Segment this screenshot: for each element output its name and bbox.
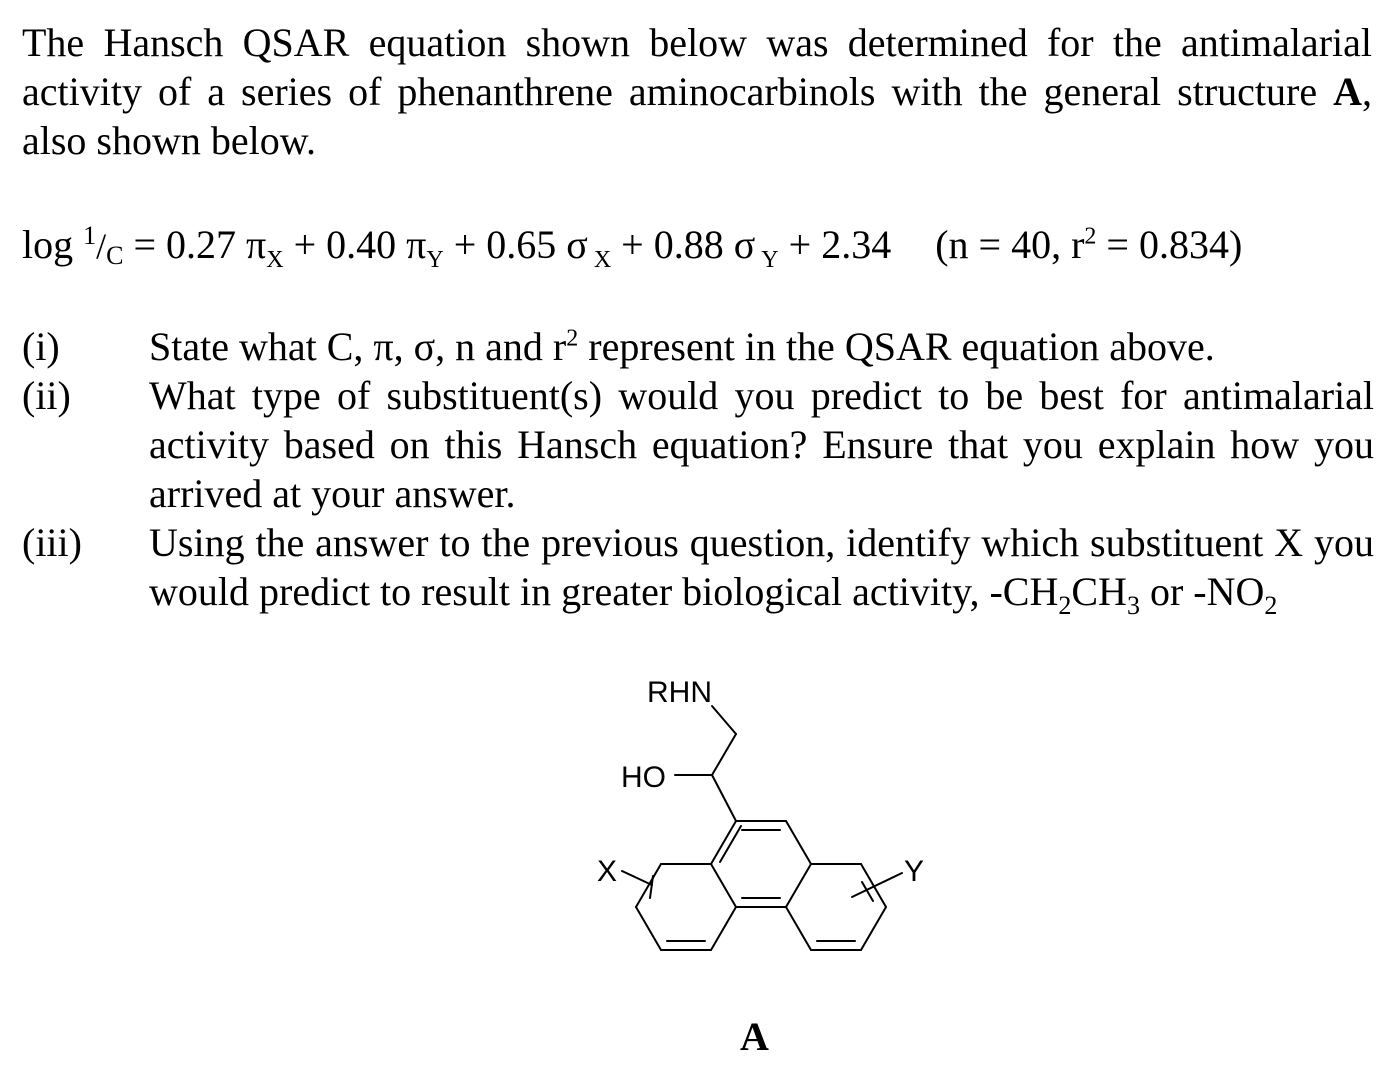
structure-bonds <box>622 706 902 950</box>
eq-sub-x2: X <box>587 247 612 273</box>
bond-x <box>622 871 652 885</box>
eq-term-2: + 0.40 <box>283 222 407 267</box>
eq-stats-1: (n = 40, r <box>935 222 1085 267</box>
intro-text-1: The Hansch QSAR equation shown below was determined for the antimalarial activity of a series of phenanthrene aminocarbinols with the general structure <box>22 20 1372 114</box>
qsar-equation <box>22 220 1382 275</box>
eq-stats-sup: 2 <box>1084 223 1097 250</box>
eq-sigma-x: σ <box>566 222 588 267</box>
eq-pi-y: π <box>406 222 427 267</box>
bond-n-ch2 <box>712 706 736 734</box>
eq-slash: / <box>96 226 107 266</box>
eq-pi-x: π <box>246 222 267 267</box>
intro-text-2: , also shown below. <box>22 69 1372 163</box>
bond-c-ring <box>712 775 736 821</box>
question-text-a: State what C, π, σ, n and r <box>149 324 567 369</box>
question-sup: 2 <box>566 325 579 352</box>
bond-mid-5 <box>711 864 736 907</box>
question-text-a: Using the answer to the previous question, identify which substituent X you would predict to result in greater biological activity, -CH <box>149 520 1374 614</box>
eq-sigma-y: σ <box>733 222 756 267</box>
question-item <box>22 518 1374 620</box>
compound-label: A <box>740 1014 769 1059</box>
question-number: (i) <box>22 324 60 369</box>
bond-right-5 <box>786 907 811 950</box>
eq-term-3: + 0.65 <box>443 222 567 267</box>
intro-compound-ref: A <box>1333 69 1362 114</box>
eq-term-4: + 0.88 <box>611 222 734 267</box>
questions-list <box>22 322 1374 620</box>
label-x: X <box>597 855 618 888</box>
question-number: (iii) <box>22 520 82 565</box>
question-text-b: CH <box>1071 569 1127 614</box>
bond-left-2 <box>636 864 661 907</box>
eq-term-1: = 0.27 <box>123 222 247 267</box>
bond-left-3 <box>636 907 661 950</box>
question-sub-2: 3 <box>1126 591 1140 620</box>
question-text <box>149 322 1374 371</box>
eq-sub-y: Y <box>426 247 444 273</box>
label-ho: HO <box>621 761 666 794</box>
question-sub-3: 2 <box>1264 591 1278 620</box>
question-item <box>22 322 1374 371</box>
label-rhn: RHN <box>647 676 712 709</box>
question-text: What type of substituent(s) would you predict to be best for antimalarial activity based on this Hansch equation? Ensure that you explain how you arrived at your answer. <box>149 373 1374 516</box>
bond-ch2-ch <box>712 734 736 775</box>
eq-denominator: C <box>106 241 124 270</box>
phenanthrene-structure <box>560 670 960 970</box>
eq-stats-2: = 0.834) <box>1096 222 1243 267</box>
bond-mid-2 <box>786 821 811 864</box>
question-text-c: or -NO <box>1139 569 1265 614</box>
eq-log: log <box>22 222 74 267</box>
eq-constant: + 2.34 <box>778 222 892 267</box>
question-text-b: represent in the QSAR equation above. <box>578 324 1215 369</box>
intro-paragraph <box>22 18 1372 165</box>
question-sub-1: 2 <box>1058 591 1072 620</box>
eq-numerator: 1 <box>83 221 97 250</box>
bond-left-5 <box>711 907 736 950</box>
bond-right-3 <box>861 907 886 950</box>
label-y: Y <box>904 855 925 888</box>
question-item <box>22 371 1374 518</box>
eq-sub-y2: Y <box>755 247 779 273</box>
question-text <box>149 518 1374 620</box>
eq-sub-x: X <box>266 247 284 273</box>
question-number: (ii) <box>22 373 71 418</box>
bond-mid-3 <box>786 864 811 907</box>
